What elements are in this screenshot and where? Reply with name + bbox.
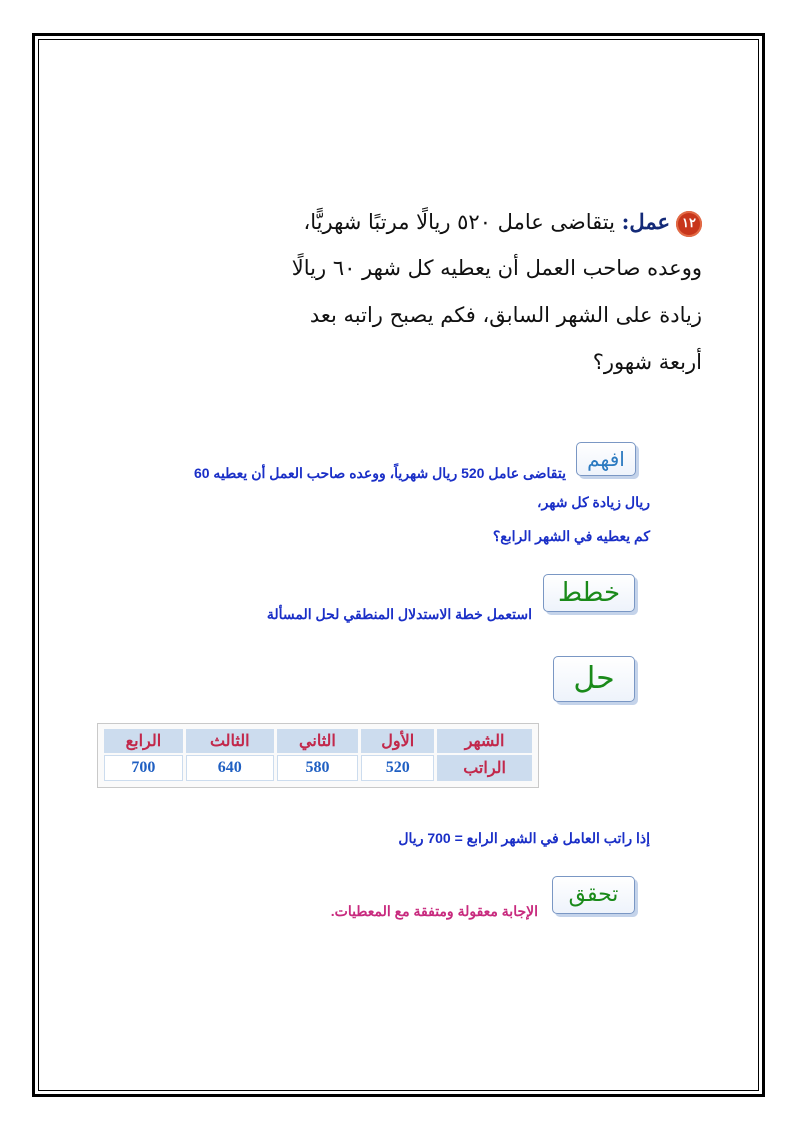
- table-row: [104, 755, 532, 781]
- salary-table-grid: [101, 727, 535, 783]
- understand-tag: [576, 442, 636, 476]
- table-cell: 700: [104, 755, 183, 781]
- table-header-cell: الثالث: [186, 729, 274, 753]
- problem-text-1: يتقاضى عامل ٥٢٠ ريالًا مرتبًا شهريًّا،: [303, 210, 615, 234]
- table-cell: 640: [186, 755, 274, 781]
- problem-line-1: [232, 198, 702, 245]
- problem-line-3: زيادة على الشهر السابق، فكم يصبح راتبه بعد: [309, 303, 702, 327]
- table-row-label: الراتب: [437, 755, 532, 781]
- table-header-cell: الشهر: [437, 729, 532, 753]
- problem-topic: عمل:: [621, 209, 670, 234]
- check-text: الإجابة معقولة ومتفقة مع المعطيات.: [330, 903, 538, 919]
- plan-tag: [543, 574, 635, 612]
- understand-line-3: كم يعطيه في الشهر الرابع؟: [492, 528, 650, 544]
- table-header-cell: الثاني: [277, 729, 359, 753]
- understand-tag-label: افهم: [587, 447, 625, 471]
- understand-line-1: يتقاضى عامل 520 ريال شهرياً، ووعده صاحب العمل أن يعطيه 60: [193, 465, 566, 481]
- table-header-cell: الرابع: [104, 729, 183, 753]
- problem-line-2: ووعده صاحب العمل أن يعطيه كل شهر ٦٠ ريالًا: [291, 256, 702, 280]
- problem-line-4: أربعة شهور؟: [592, 350, 702, 374]
- check-tag: [552, 876, 635, 914]
- understand-line-2: ريال زيادة كل شهر،: [537, 494, 650, 510]
- problem-block: [232, 198, 702, 386]
- solve-tag-label: حل: [573, 661, 615, 696]
- salary-table: [97, 723, 539, 788]
- table-header-cell: الأول: [361, 729, 434, 753]
- result-text: إذا راتب العامل في الشهر الرابع = 700 ريال: [398, 830, 650, 846]
- page-border-inner: [38, 39, 759, 1091]
- table-cell: 580: [277, 755, 359, 781]
- plan-tag-label: خطط: [557, 578, 621, 608]
- problem-number-badge: ١٢: [676, 211, 702, 237]
- check-tag-label: تحقق: [568, 882, 619, 907]
- solve-tag: [553, 656, 635, 702]
- table-cell: 520: [361, 755, 434, 781]
- table-header-row: [104, 729, 532, 753]
- plan-text: استعمل خطة الاستدلال المنطقي لحل المسألة: [266, 606, 532, 622]
